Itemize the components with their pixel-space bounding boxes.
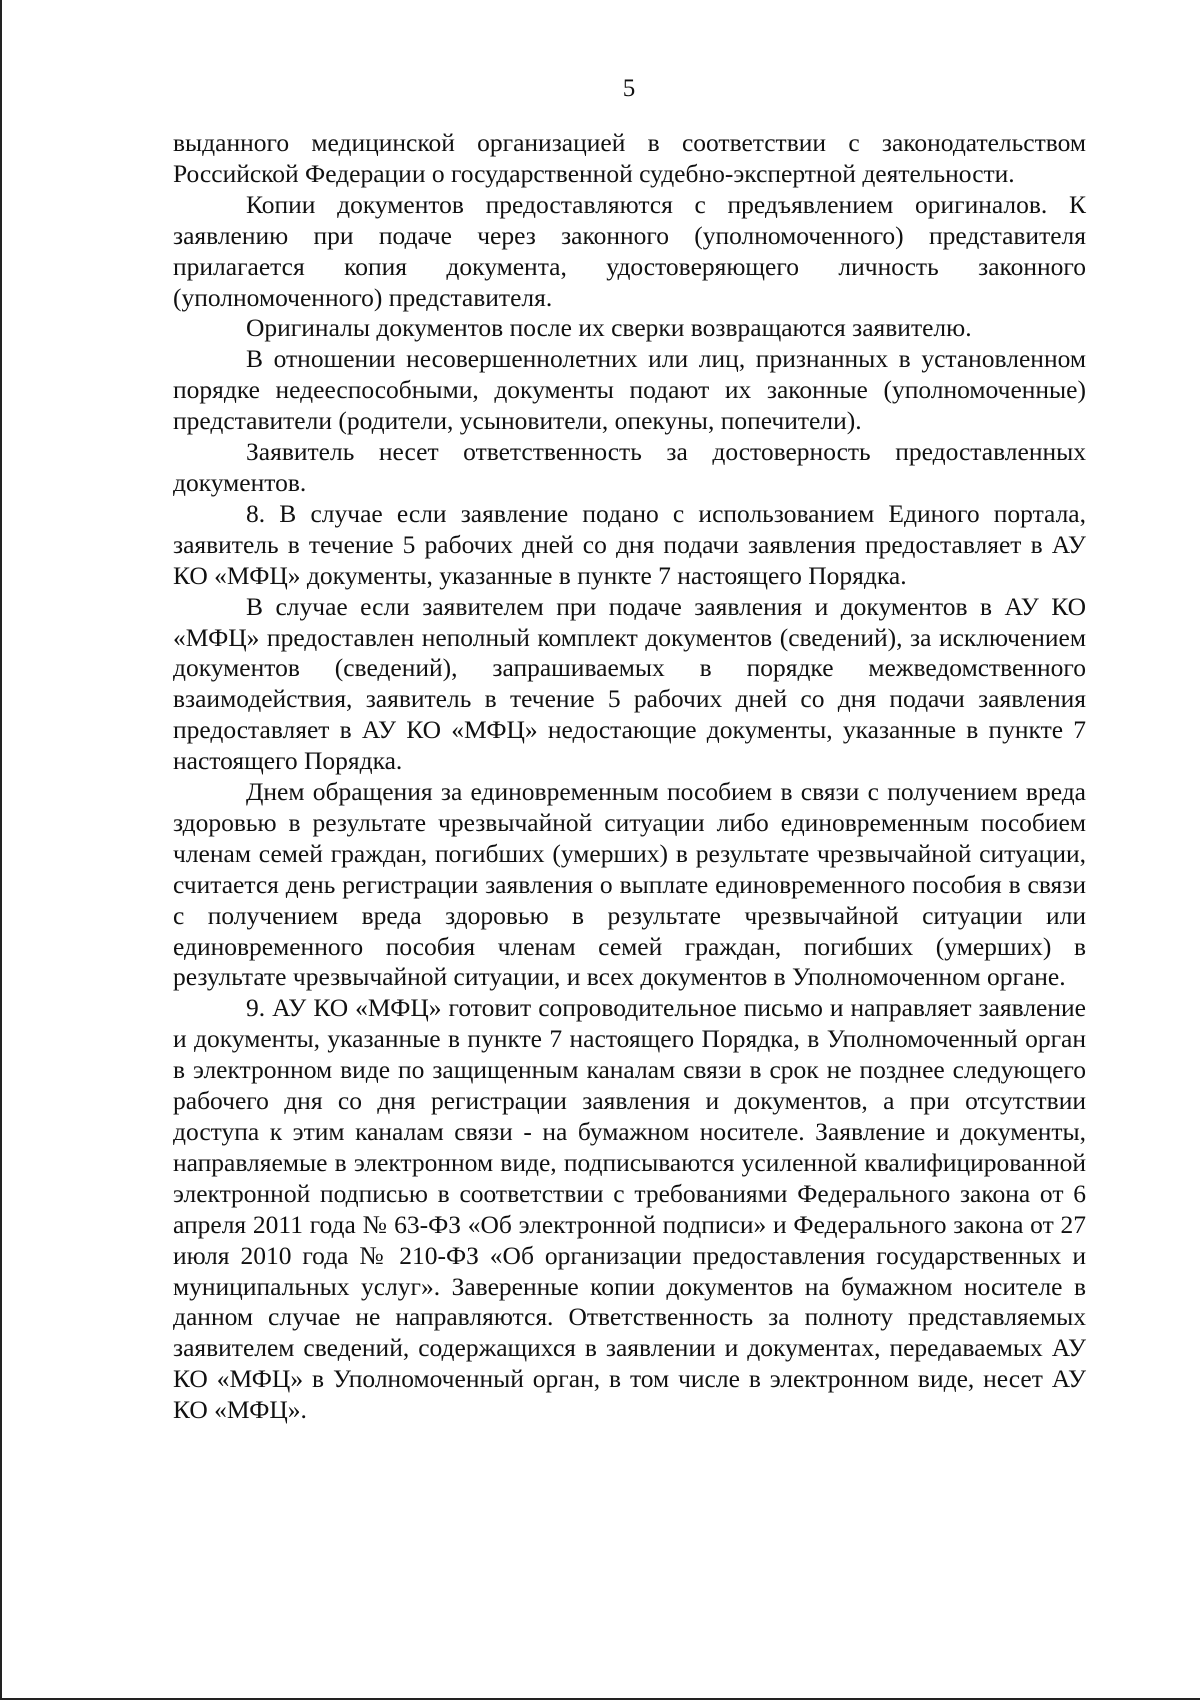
paragraph-minors: В отношении несовершеннолетних или лиц, признанных в установленном порядке недееспособными, документы подают их законные (уполномоченные) представители (родители, усыновители, опекуны, попечители). — [173, 344, 1086, 436]
paragraph-responsibility: Заявитель несет ответственность за достоверность предоставленных документов. — [173, 437, 1086, 497]
paragraph-item-9: 9. АУ КО «МФЦ» готовит сопроводительное письмо и направляет заявление и документы, указанные в пункте 7 настоящего Порядка, в Уполномоченный орган в электронном виде по защищенным каналам связи в срок не позднее следующего рабочего дня со дня регистрации заявления и документов, а при отсутствии доступа к этим каналам связи - на бумажном носителе. Заявление и документы, направляемые в электронном виде, подписываются усиленной квалифицированной электронной подписью в соответствии с требованиями Федерального закона от 6 апреля 2011 года № 63-ФЗ «Об электронной подписи» и Федерального закона от 27 июля 2010 года № 210-ФЗ «Об организации предоставления государственных и муниципальных услуг». Заверенные копии документов на бумажном носителе в данном случае не направляются. Ответственность за полноту представляемых заявителем сведений, содержащихся в заявлении и документах, передаваемых АУ КО «МФЦ» в Уполномоченный орган, в том числе в электронном виде, несет АУ КО «МФЦ». — [173, 993, 1086, 1425]
paragraph-application-date: Днем обращения за единовременным пособием в связи с получением вреда здоровью в результате чрезвычайной ситуации либо единовременным пособием членам семей граждан, погибших (умерших) в результате чрезвычайной ситуации, считается день регистрации заявления о выплате единовременного пособия в связи с получением вреда здоровью в результате чрезвычайной ситуации или единовременного пособия членам семей граждан, погибших (умерших) в результате чрезвычайной ситуации, и всех документов в Уполномоченном органе. — [173, 777, 1086, 992]
paragraph-item-8: 8. В случае если заявление подано с использованием Единого портала, заявитель в течение 5 рабочих дней со дня подачи заявления предоставляет в АУ КО «МФЦ» документы, указанные в пункте 7 настоящего Порядка. — [173, 498, 1086, 590]
paragraph-continuation: выданного медицинской организацией в соответствии с законодательством Российской Федерации о государственной судебно-экспертной деятельности. — [173, 128, 1086, 188]
scan-edge-left — [0, 0, 2, 1700]
paragraph-copies: Копии документов предоставляются с предъявлением оригиналов. К заявлению при подаче через законного (уполномоченного) представителя прилагается копия документа, удостоверяющего личность законного (уполномоченного) представителя. — [173, 189, 1086, 312]
document-body — [173, 128, 1086, 1426]
paragraph-incomplete-set: В случае если заявителем при подаче заявления и документов в АУ КО «МФЦ» предоставлен неполный комплект документов (сведений), за исключением документов (сведений), запрашиваемых в порядке межведомственного взаимодействия, заявитель в течение 5 рабочих дней со дня подачи заявления предоставляет в АУ КО «МФЦ» недостающие документы, указанные в пункте 7 настоящего Порядка. — [173, 591, 1086, 776]
page-number: 5 — [622, 75, 636, 102]
paragraph-originals: Оригиналы документов после их сверки возвращаются заявителю. — [246, 313, 972, 343]
